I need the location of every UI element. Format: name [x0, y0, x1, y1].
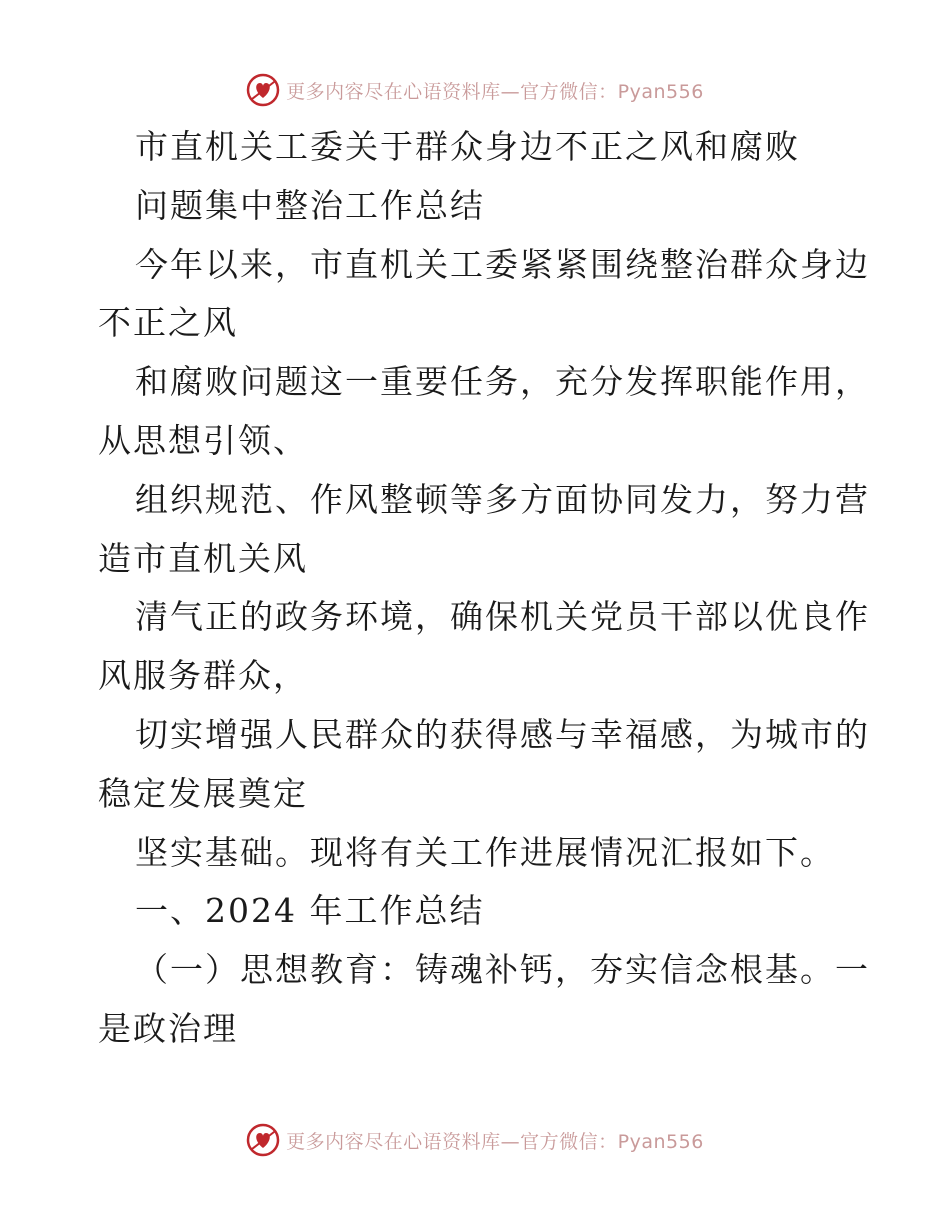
text-line: 一、2024 年工作总结	[135, 891, 485, 931]
text-line: 市直机关工委关于群众身边不正之风和腐败	[135, 127, 800, 166]
text-line: 今年以来，市直机关工委紧紧围绕整治群众身边	[135, 244, 870, 284]
text-line: 造市直机关风	[98, 538, 308, 578]
document-body	[98, 118, 870, 1059]
text-line: 清气正的政务环境，确保机关党员干部以优良作	[135, 597, 870, 637]
text-line: （一）思想教育：铸魂补钙，夯实信念根基。一	[135, 950, 870, 990]
footer-watermark	[0, 1120, 950, 1160]
text-line: 切实增强人民群众的获得感与幸福感，为城市的	[135, 714, 870, 754]
header-watermark	[0, 70, 950, 110]
watermark-text: 更多内容尽在心语资料库—官方微信：Pyan556	[286, 80, 704, 103]
text-line: 不正之风	[98, 303, 238, 343]
watermark-text: 更多内容尽在心语资料库—官方微信：Pyan556	[286, 1130, 704, 1153]
text-line: 是政治理	[98, 1008, 238, 1048]
text-line: 稳定发展奠定	[98, 773, 308, 813]
heart-logo-icon	[246, 73, 280, 107]
text-line: 风服务群众，	[98, 656, 308, 696]
text-line: 坚实基础。现将有关工作进展情况汇报如下。	[135, 832, 835, 872]
text-line: 问题集中整治工作总结	[135, 185, 485, 225]
heart-logo-icon	[246, 1123, 280, 1157]
text-line: 和腐败问题这一重要任务，充分发挥职能作用，	[135, 362, 870, 402]
text-line: 组织规范、作风整顿等多方面协同发力，努力营	[135, 479, 870, 519]
text-line: 从思想引领、	[98, 420, 308, 460]
